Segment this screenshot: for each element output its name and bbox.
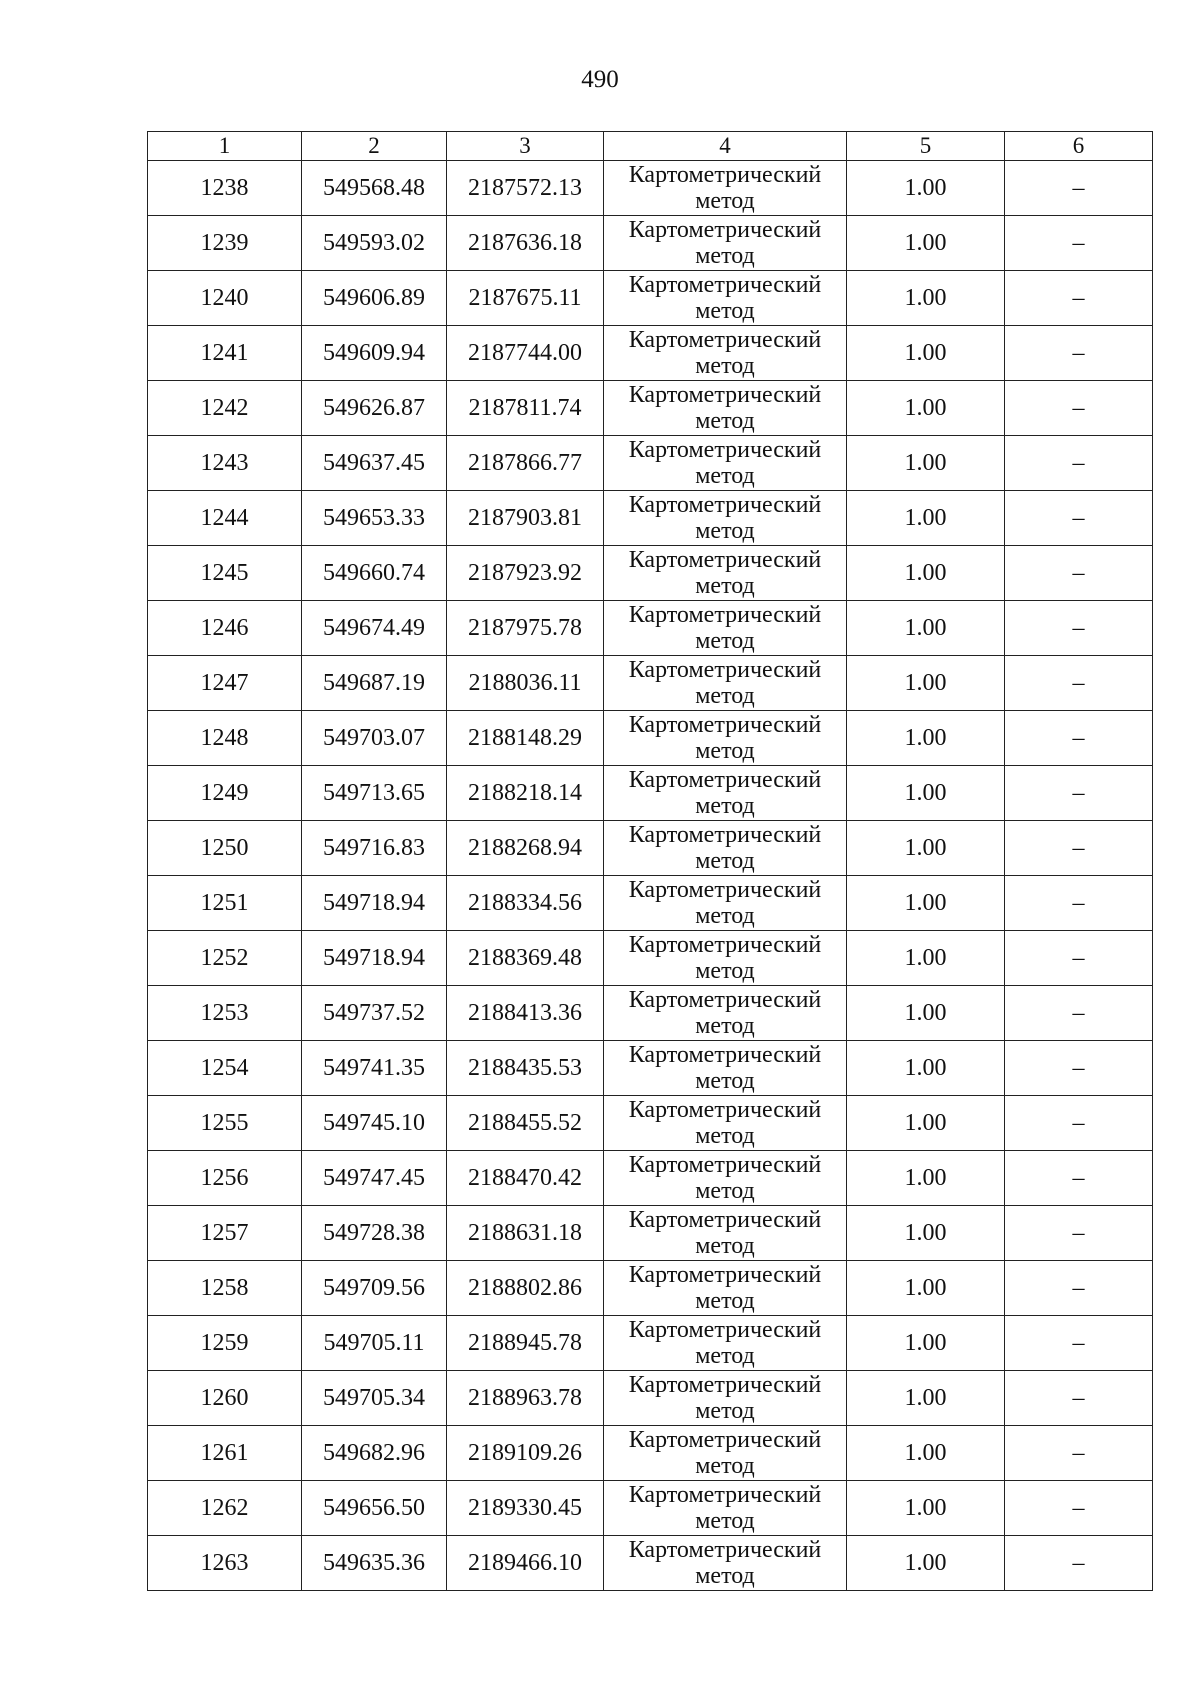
method-cell [604,876,847,931]
accuracy-cell: 1.00 [847,381,1005,436]
table-row [148,436,1153,491]
note-cell: – [1005,1206,1153,1261]
x-coordinate-cell: 549741.35 [302,1041,447,1096]
table-row [148,1096,1153,1151]
table-row [148,381,1153,436]
table-row [148,1481,1153,1536]
y-coordinate-cell: 2188218.14 [447,766,604,821]
x-coordinate-cell: 549716.83 [302,821,447,876]
table-body [148,161,1153,1591]
point-number-cell: 1256 [148,1151,302,1206]
accuracy-cell: 1.00 [847,546,1005,601]
point-number-cell: 1245 [148,546,302,601]
method-line-1: Картометрический [628,1372,822,1398]
table-row [148,766,1153,821]
note-cell: – [1005,821,1153,876]
method-cell [604,1206,847,1261]
x-coordinate-cell: 549609.94 [302,326,447,381]
method-line-1: Картометрический [628,1097,822,1123]
method-cell [604,821,847,876]
method-cell [604,216,847,271]
point-number-cell: 1240 [148,271,302,326]
accuracy-cell: 1.00 [847,271,1005,326]
x-coordinate-cell: 549653.33 [302,491,447,546]
method-line-1: Картометрический [628,712,822,738]
method-line-1: Картометрический [628,877,822,903]
method-line-2: метод [695,353,755,379]
method-line-2: метод [695,1453,755,1479]
y-coordinate-cell: 2187903.81 [447,491,604,546]
point-number-cell: 1252 [148,931,302,986]
accuracy-cell: 1.00 [847,1041,1005,1096]
y-coordinate-cell: 2188631.18 [447,1206,604,1261]
accuracy-cell: 1.00 [847,216,1005,271]
x-coordinate-cell: 549718.94 [302,931,447,986]
note-cell: – [1005,381,1153,436]
table-row [148,821,1153,876]
note-cell: – [1005,711,1153,766]
x-coordinate-cell: 549637.45 [302,436,447,491]
accuracy-cell: 1.00 [847,601,1005,656]
y-coordinate-cell: 2188036.11 [447,656,604,711]
y-coordinate-cell: 2187975.78 [447,601,604,656]
method-cell [604,711,847,766]
method-line-2: метод [695,573,755,599]
method-cell [604,326,847,381]
y-coordinate-cell: 2188435.53 [447,1041,604,1096]
point-number-cell: 1253 [148,986,302,1041]
x-coordinate-cell: 549682.96 [302,1426,447,1481]
x-coordinate-cell: 549737.52 [302,986,447,1041]
point-number-cell: 1260 [148,1371,302,1426]
note-cell: – [1005,1261,1153,1316]
note-cell: – [1005,656,1153,711]
method-line-1: Картометрический [628,657,822,683]
method-cell [604,491,847,546]
method-cell [604,546,847,601]
column-header-6: 6 [1005,132,1153,161]
method-line-2: метод [695,738,755,764]
point-number-cell: 1254 [148,1041,302,1096]
method-line-2: метод [695,188,755,214]
method-line-2: метод [695,1178,755,1204]
table-row [148,1536,1153,1591]
y-coordinate-cell: 2188268.94 [447,821,604,876]
method-line-2: метод [695,1068,755,1094]
method-line-1: Картометрический [628,547,822,573]
y-coordinate-cell: 2188148.29 [447,711,604,766]
y-coordinate-cell: 2188455.52 [447,1096,604,1151]
method-cell [604,1261,847,1316]
note-cell: – [1005,1481,1153,1536]
column-header-5: 5 [847,132,1005,161]
method-line-2: метод [695,463,755,489]
table-row [148,1316,1153,1371]
x-coordinate-cell: 549593.02 [302,216,447,271]
x-coordinate-cell: 549713.65 [302,766,447,821]
method-line-2: метод [695,793,755,819]
method-line-1: Картометрический [628,1152,822,1178]
point-number-cell: 1239 [148,216,302,271]
x-coordinate-cell: 549718.94 [302,876,447,931]
note-cell: – [1005,986,1153,1041]
method-line-1: Картометрический [628,602,822,628]
point-number-cell: 1261 [148,1426,302,1481]
table-row [148,491,1153,546]
method-cell [604,381,847,436]
method-line-2: метод [695,1563,755,1589]
method-line-2: метод [695,958,755,984]
note-cell: – [1005,491,1153,546]
method-cell [604,931,847,986]
y-coordinate-cell: 2188802.86 [447,1261,604,1316]
y-coordinate-cell: 2187811.74 [447,381,604,436]
table-row [148,271,1153,326]
coordinates-table [147,131,1153,1591]
point-number-cell: 1244 [148,491,302,546]
method-line-2: метод [695,518,755,544]
accuracy-cell: 1.00 [847,1206,1005,1261]
point-number-cell: 1238 [148,161,302,216]
y-coordinate-cell: 2187636.18 [447,216,604,271]
method-line-1: Картометрический [628,1262,822,1288]
note-cell: – [1005,1041,1153,1096]
accuracy-cell: 1.00 [847,986,1005,1041]
point-number-cell: 1241 [148,326,302,381]
note-cell: – [1005,436,1153,491]
method-line-2: метод [695,683,755,709]
point-number-cell: 1247 [148,656,302,711]
accuracy-cell: 1.00 [847,711,1005,766]
y-coordinate-cell: 2189466.10 [447,1536,604,1591]
note-cell: – [1005,546,1153,601]
note-cell: – [1005,766,1153,821]
table-header [148,132,1153,161]
point-number-cell: 1243 [148,436,302,491]
method-line-2: метод [695,848,755,874]
table-row [148,1151,1153,1206]
table-row [148,546,1153,601]
y-coordinate-cell: 2187923.92 [447,546,604,601]
point-number-cell: 1262 [148,1481,302,1536]
point-number-cell: 1257 [148,1206,302,1261]
method-cell [604,1481,847,1536]
method-line-1: Картометрический [628,1537,822,1563]
y-coordinate-cell: 2188963.78 [447,1371,604,1426]
accuracy-cell: 1.00 [847,1096,1005,1151]
point-number-cell: 1255 [148,1096,302,1151]
accuracy-cell: 1.00 [847,1426,1005,1481]
note-cell: – [1005,216,1153,271]
point-number-cell: 1258 [148,1261,302,1316]
y-coordinate-cell: 2188945.78 [447,1316,604,1371]
method-cell [604,1426,847,1481]
method-line-1: Картометрический [628,1427,822,1453]
method-line-2: метод [695,298,755,324]
method-line-1: Картометрический [628,327,822,353]
y-coordinate-cell: 2188334.56 [447,876,604,931]
method-cell [604,766,847,821]
method-line-1: Картометрический [628,492,822,518]
method-line-2: метод [695,1343,755,1369]
column-header-1: 1 [148,132,302,161]
point-number-cell: 1246 [148,601,302,656]
x-coordinate-cell: 549705.34 [302,1371,447,1426]
header-row [148,132,1153,161]
table-row [148,216,1153,271]
note-cell: – [1005,1536,1153,1591]
method-line-1: Картометрический [628,437,822,463]
method-cell [604,1371,847,1426]
method-cell [604,1536,847,1591]
method-line-1: Картометрический [628,987,822,1013]
x-coordinate-cell: 549728.38 [302,1206,447,1261]
y-coordinate-cell: 2188413.36 [447,986,604,1041]
method-line-2: метод [695,243,755,269]
method-cell [604,986,847,1041]
note-cell: – [1005,1151,1153,1206]
table-row [148,1371,1153,1426]
y-coordinate-cell: 2187866.77 [447,436,604,491]
accuracy-cell: 1.00 [847,326,1005,381]
table-row [148,1261,1153,1316]
y-coordinate-cell: 2187572.13 [447,161,604,216]
method-line-1: Картометрический [628,822,822,848]
y-coordinate-cell: 2187744.00 [447,326,604,381]
table-row [148,711,1153,766]
accuracy-cell: 1.00 [847,1481,1005,1536]
method-cell [604,1316,847,1371]
point-number-cell: 1251 [148,876,302,931]
column-header-3: 3 [447,132,604,161]
x-coordinate-cell: 549703.07 [302,711,447,766]
page-number: 490 [581,66,619,93]
table-row [148,1206,1153,1261]
method-cell [604,656,847,711]
accuracy-cell: 1.00 [847,1371,1005,1426]
x-coordinate-cell: 549745.10 [302,1096,447,1151]
method-cell [604,271,847,326]
note-cell: – [1005,601,1153,656]
method-cell [604,161,847,216]
method-line-2: метод [695,903,755,929]
table-row [148,326,1153,381]
method-line-2: метод [695,1398,755,1424]
method-line-2: метод [695,628,755,654]
table-row [148,931,1153,986]
note-cell: – [1005,161,1153,216]
note-cell: – [1005,1096,1153,1151]
note-cell: – [1005,326,1153,381]
table-row [148,656,1153,711]
table-row [148,601,1153,656]
method-line-1: Картометрический [628,1042,822,1068]
x-coordinate-cell: 549705.11 [302,1316,447,1371]
method-line-1: Картометрический [628,382,822,408]
accuracy-cell: 1.00 [847,931,1005,986]
table-row [148,986,1153,1041]
method-line-1: Картометрический [628,767,822,793]
method-line-1: Картометрический [628,217,822,243]
method-line-2: метод [695,1233,755,1259]
point-number-cell: 1263 [148,1536,302,1591]
point-number-cell: 1249 [148,766,302,821]
y-coordinate-cell: 2189109.26 [447,1426,604,1481]
note-cell: – [1005,271,1153,326]
table-row [148,1426,1153,1481]
accuracy-cell: 1.00 [847,821,1005,876]
method-line-1: Картометрический [628,932,822,958]
method-line-2: метод [695,1508,755,1534]
method-line-1: Картометрический [628,272,822,298]
column-header-4: 4 [604,132,847,161]
y-coordinate-cell: 2188369.48 [447,931,604,986]
method-cell [604,436,847,491]
y-coordinate-cell: 2188470.42 [447,1151,604,1206]
accuracy-cell: 1.00 [847,161,1005,216]
x-coordinate-cell: 549674.49 [302,601,447,656]
y-coordinate-cell: 2189330.45 [447,1481,604,1536]
accuracy-cell: 1.00 [847,1536,1005,1591]
method-cell [604,1096,847,1151]
method-cell [604,1151,847,1206]
x-coordinate-cell: 549660.74 [302,546,447,601]
note-cell: – [1005,1316,1153,1371]
accuracy-cell: 1.00 [847,436,1005,491]
point-number-cell: 1242 [148,381,302,436]
point-number-cell: 1259 [148,1316,302,1371]
method-line-1: Картометрический [628,1207,822,1233]
accuracy-cell: 1.00 [847,876,1005,931]
table-row [148,876,1153,931]
method-cell [604,601,847,656]
accuracy-cell: 1.00 [847,1261,1005,1316]
method-line-2: метод [695,1123,755,1149]
point-number-cell: 1250 [148,821,302,876]
x-coordinate-cell: 549626.87 [302,381,447,436]
accuracy-cell: 1.00 [847,656,1005,711]
x-coordinate-cell: 549568.48 [302,161,447,216]
method-line-1: Картометрический [628,1482,822,1508]
note-cell: – [1005,1371,1153,1426]
x-coordinate-cell: 549747.45 [302,1151,447,1206]
method-line-2: метод [695,1288,755,1314]
x-coordinate-cell: 549635.36 [302,1536,447,1591]
note-cell: – [1005,931,1153,986]
y-coordinate-cell: 2187675.11 [447,271,604,326]
method-cell [604,1041,847,1096]
accuracy-cell: 1.00 [847,1151,1005,1206]
note-cell: – [1005,876,1153,931]
method-line-1: Картометрический [628,162,822,188]
accuracy-cell: 1.00 [847,491,1005,546]
point-number-cell: 1248 [148,711,302,766]
x-coordinate-cell: 549709.56 [302,1261,447,1316]
x-coordinate-cell: 549656.50 [302,1481,447,1536]
table-row [148,1041,1153,1096]
column-header-2: 2 [302,132,447,161]
method-line-1: Картометрический [628,1317,822,1343]
x-coordinate-cell: 549687.19 [302,656,447,711]
table-row [148,161,1153,216]
method-line-2: метод [695,1013,755,1039]
x-coordinate-cell: 549606.89 [302,271,447,326]
method-line-2: метод [695,408,755,434]
note-cell: – [1005,1426,1153,1481]
accuracy-cell: 1.00 [847,1316,1005,1371]
accuracy-cell: 1.00 [847,766,1005,821]
